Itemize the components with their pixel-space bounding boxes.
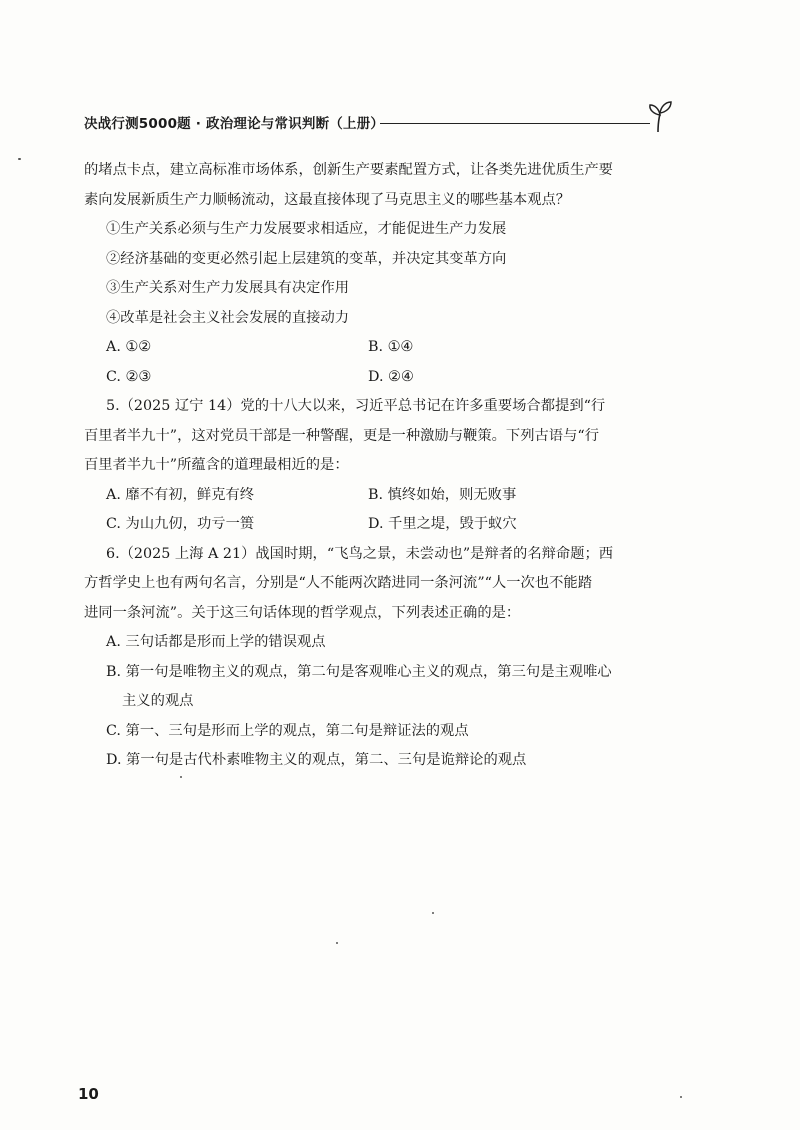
option-c: C. ②③	[106, 368, 152, 385]
option-b: B. ①④	[368, 339, 414, 355]
question-5-stem: 百里者半九十”所蕴含的道理最相近的是：	[84, 457, 349, 473]
options-row	[84, 363, 664, 393]
question-5-stem: 5.（2025 辽宁 14）党的十八大以来，习近平总书记在许多重要场合都提到“行	[106, 398, 606, 414]
question-6-stem: 6.（2025 上海 A 21）战国时期，“飞鸟之景，未尝动也”是辩者的名辩命题；西	[106, 545, 614, 562]
question-text: 素向发展新质生产力顺畅流动，这最直接体现了马克思主义的哪些基本观点？	[84, 191, 571, 208]
option-d: D. 第一句是古代朴素唯物主义的观点，第二、三句是诡辩论的观点	[106, 752, 527, 768]
option-c: C. 第一、三句是形而上学的观点，第二句是辩证法的观点	[106, 722, 469, 739]
scan-speck	[18, 158, 21, 160]
running-header	[84, 106, 674, 134]
question-text: 的堵点卡点，建立高标准市场体系，创新生产要素配置方式，让各类先进优质生产要	[84, 162, 613, 178]
option-b-continued: 主义的观点	[122, 693, 194, 709]
book-title: 决战行测5000题 · 政治理论与常识判断（上册）	[84, 116, 385, 132]
page-number: 10	[78, 1085, 99, 1103]
sprout-icon	[644, 98, 676, 134]
scan-speck	[680, 1096, 682, 1098]
header-rule	[380, 123, 650, 124]
scan-speck	[432, 912, 434, 914]
scan-speck	[336, 942, 338, 944]
option-d: D. ②④	[368, 368, 414, 385]
statement-item: ③生产关系对生产力发展具有决定作用	[106, 280, 350, 296]
statement-item: ④改革是社会主义社会发展的直接动力	[106, 309, 350, 326]
statement-item: ①生产关系必须与生产力发展要求相适应，才能促进生产力发展	[106, 221, 507, 237]
option-a: A. 靡不有初，鲜克有终	[106, 486, 255, 503]
question-6-stem: 进同一条河流”。关于这三句话体现的哲学观点，下列表述正确的是：	[84, 604, 521, 621]
option-b: B. 第一句是唯物主义的观点，第二句是客观唯心主义的观点，第三句是主观唯心	[106, 663, 612, 680]
options-row	[84, 333, 664, 363]
options-row	[84, 481, 664, 511]
options-row	[84, 510, 664, 540]
option-a: A. 三句话都是形而上学的错误观点	[106, 634, 326, 650]
statement-item: ②经济基础的变更必然引起上层建筑的变革，并决定其变革方向	[106, 250, 507, 267]
question-6-stem: 方哲学史上也有两句名言，分别是“人不能两次踏进同一条河流”“人一次也不能踏	[84, 575, 593, 591]
scan-speck	[180, 776, 182, 778]
page-body	[84, 156, 664, 776]
option-b: B. 慎终如始，则无败事	[368, 486, 517, 503]
option-c: C. 为山九仞，功亏一篑	[106, 516, 255, 532]
option-d: D. 千里之堤，毁于蚁穴	[368, 516, 517, 532]
option-a: A. ①②	[106, 339, 152, 355]
question-5-stem: 百里者半九十”，这对党员干部是一种警醒，更是一种激励与鞭策。下列古语与“行	[84, 427, 600, 444]
